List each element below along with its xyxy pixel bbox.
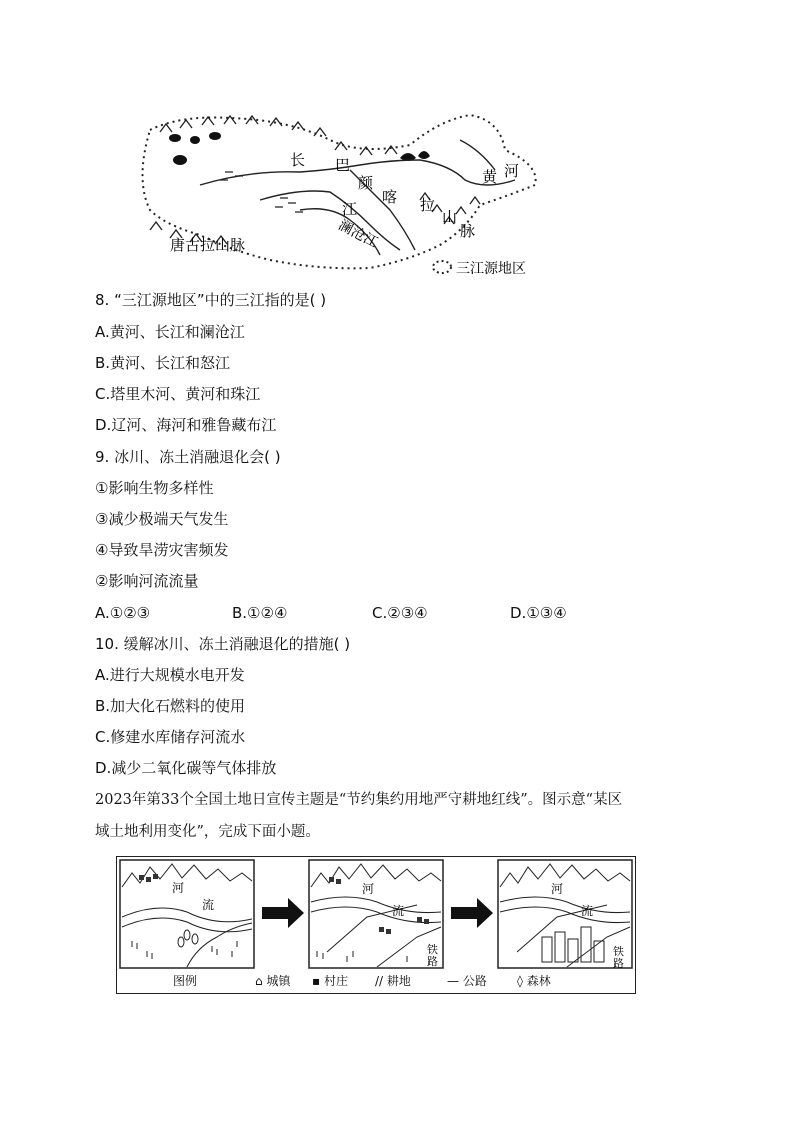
q9-statement-2: ②影响河流流量 bbox=[95, 572, 199, 590]
intro-line-1: 2023年第33个全国土地日宣传主题是“节约集约用地严守耕地红线”。图示意“某区 bbox=[95, 792, 623, 808]
legend-region-symbol bbox=[433, 261, 451, 273]
q10-option-a: A.进行大规模水电开发 bbox=[95, 666, 245, 684]
panel-2-frame bbox=[309, 860, 443, 968]
q8-option-c: C.塔里木河、黄河和珠江 bbox=[95, 385, 261, 403]
label-ba: 巴 bbox=[335, 156, 351, 174]
legend-town-label: 城镇 bbox=[266, 974, 291, 988]
panel-3-town-icon bbox=[542, 927, 604, 962]
village-icon: ▪ bbox=[312, 974, 321, 988]
q10-option-b: B.加大化石燃料的使用 bbox=[95, 697, 246, 715]
q8-stem: 8. “三江源地区”中的三江指的是( ) bbox=[95, 291, 327, 309]
legend-village bbox=[312, 973, 348, 989]
legend-forest-label: 森林 bbox=[526, 974, 551, 988]
q10-stem: 10. 缓解冰川、冻土消融退化的措施( ) bbox=[95, 635, 351, 653]
panel-3-label-tie: 铁 bbox=[613, 945, 624, 958]
label-yan: 颜 bbox=[358, 174, 374, 192]
label-tanggula: 唐古拉山脉 bbox=[170, 236, 246, 254]
land-use-change-figure bbox=[116, 856, 636, 994]
q9-option-b: B.①②④ bbox=[232, 604, 288, 622]
legend-farmland bbox=[375, 973, 411, 989]
mountain-marks bbox=[150, 116, 480, 244]
label-ka: 喀 bbox=[382, 188, 398, 206]
arrow-2-icon bbox=[451, 898, 493, 928]
legend-town bbox=[255, 973, 290, 989]
arrow-1-icon bbox=[262, 898, 304, 928]
q8-option-b: B.黄河、长江和怒江 bbox=[95, 354, 231, 372]
panel-2-label-liu: 流 bbox=[392, 904, 405, 918]
wetland-marks bbox=[220, 172, 303, 212]
panel-3-label-liu: 流 bbox=[581, 904, 594, 918]
sanjiangyuan-map bbox=[120, 110, 550, 280]
panel-2-label-he: 河 bbox=[362, 882, 375, 896]
label-lancang: 澜沧江 bbox=[335, 217, 381, 252]
road-icon: — bbox=[447, 974, 459, 988]
panel-2-label-lu: 路 bbox=[427, 955, 438, 968]
q9-option-c: C.②③④ bbox=[372, 604, 428, 622]
legend-forest bbox=[517, 973, 551, 989]
q9-statement-3: ③减少极端天气发生 bbox=[95, 510, 229, 528]
intro-line-2: 域土地利用变化”，完成下面小题。 bbox=[95, 824, 320, 840]
q9-statement-4: ④导致旱涝灾害频发 bbox=[95, 541, 229, 559]
q8-option-a: A.黄河、长江和澜沧江 bbox=[95, 323, 245, 341]
panel-1-forest-icon bbox=[178, 930, 198, 947]
panel-3-label-he: 河 bbox=[551, 882, 564, 896]
label-chang: 长 bbox=[290, 151, 306, 169]
q9-stem: 9. 冰川、冻土消融退化会( ) bbox=[95, 448, 281, 466]
panel-3-label-lu: 路 bbox=[613, 957, 624, 970]
label-la: 拉 bbox=[420, 196, 436, 214]
label-he: 河 bbox=[504, 162, 520, 180]
q9-statement-1: ①影响生物多样性 bbox=[95, 479, 214, 497]
label-jiang: 江 bbox=[342, 200, 358, 218]
q10-option-d: D.减少二氧化碳等气体排放 bbox=[95, 759, 277, 777]
q10-option-c: C.修建水库储存河流水 bbox=[95, 728, 246, 746]
legend-title: 图例 bbox=[173, 974, 198, 988]
forest-icon: ◊ bbox=[517, 974, 523, 988]
sanjiangyuan-map-drawing bbox=[120, 110, 550, 280]
legend-region-label: 三江源地区 bbox=[456, 261, 526, 277]
panel-2-label-tie: 铁 bbox=[427, 943, 438, 956]
q9-option-a: A.①②③ bbox=[95, 604, 151, 622]
legend-road-label: 公路 bbox=[462, 974, 487, 988]
legend-village-label: 村庄 bbox=[323, 974, 348, 988]
town-icon: ⌂ bbox=[255, 974, 263, 988]
label-shan: 山 bbox=[442, 208, 458, 226]
farmland-icon: // bbox=[375, 974, 384, 988]
panel-1-label-he: 河 bbox=[172, 881, 185, 895]
q9-option-d: D.①③④ bbox=[510, 604, 567, 622]
q8-option-d: D.辽河、海河和雅鲁藏布江 bbox=[95, 416, 277, 434]
panel-1-label-liu: 流 bbox=[202, 898, 215, 912]
legend-farmland-label: 耕地 bbox=[386, 974, 411, 988]
legend-road bbox=[447, 973, 487, 989]
label-huang: 黄 bbox=[482, 168, 498, 186]
label-mai: 脉 bbox=[460, 222, 476, 240]
